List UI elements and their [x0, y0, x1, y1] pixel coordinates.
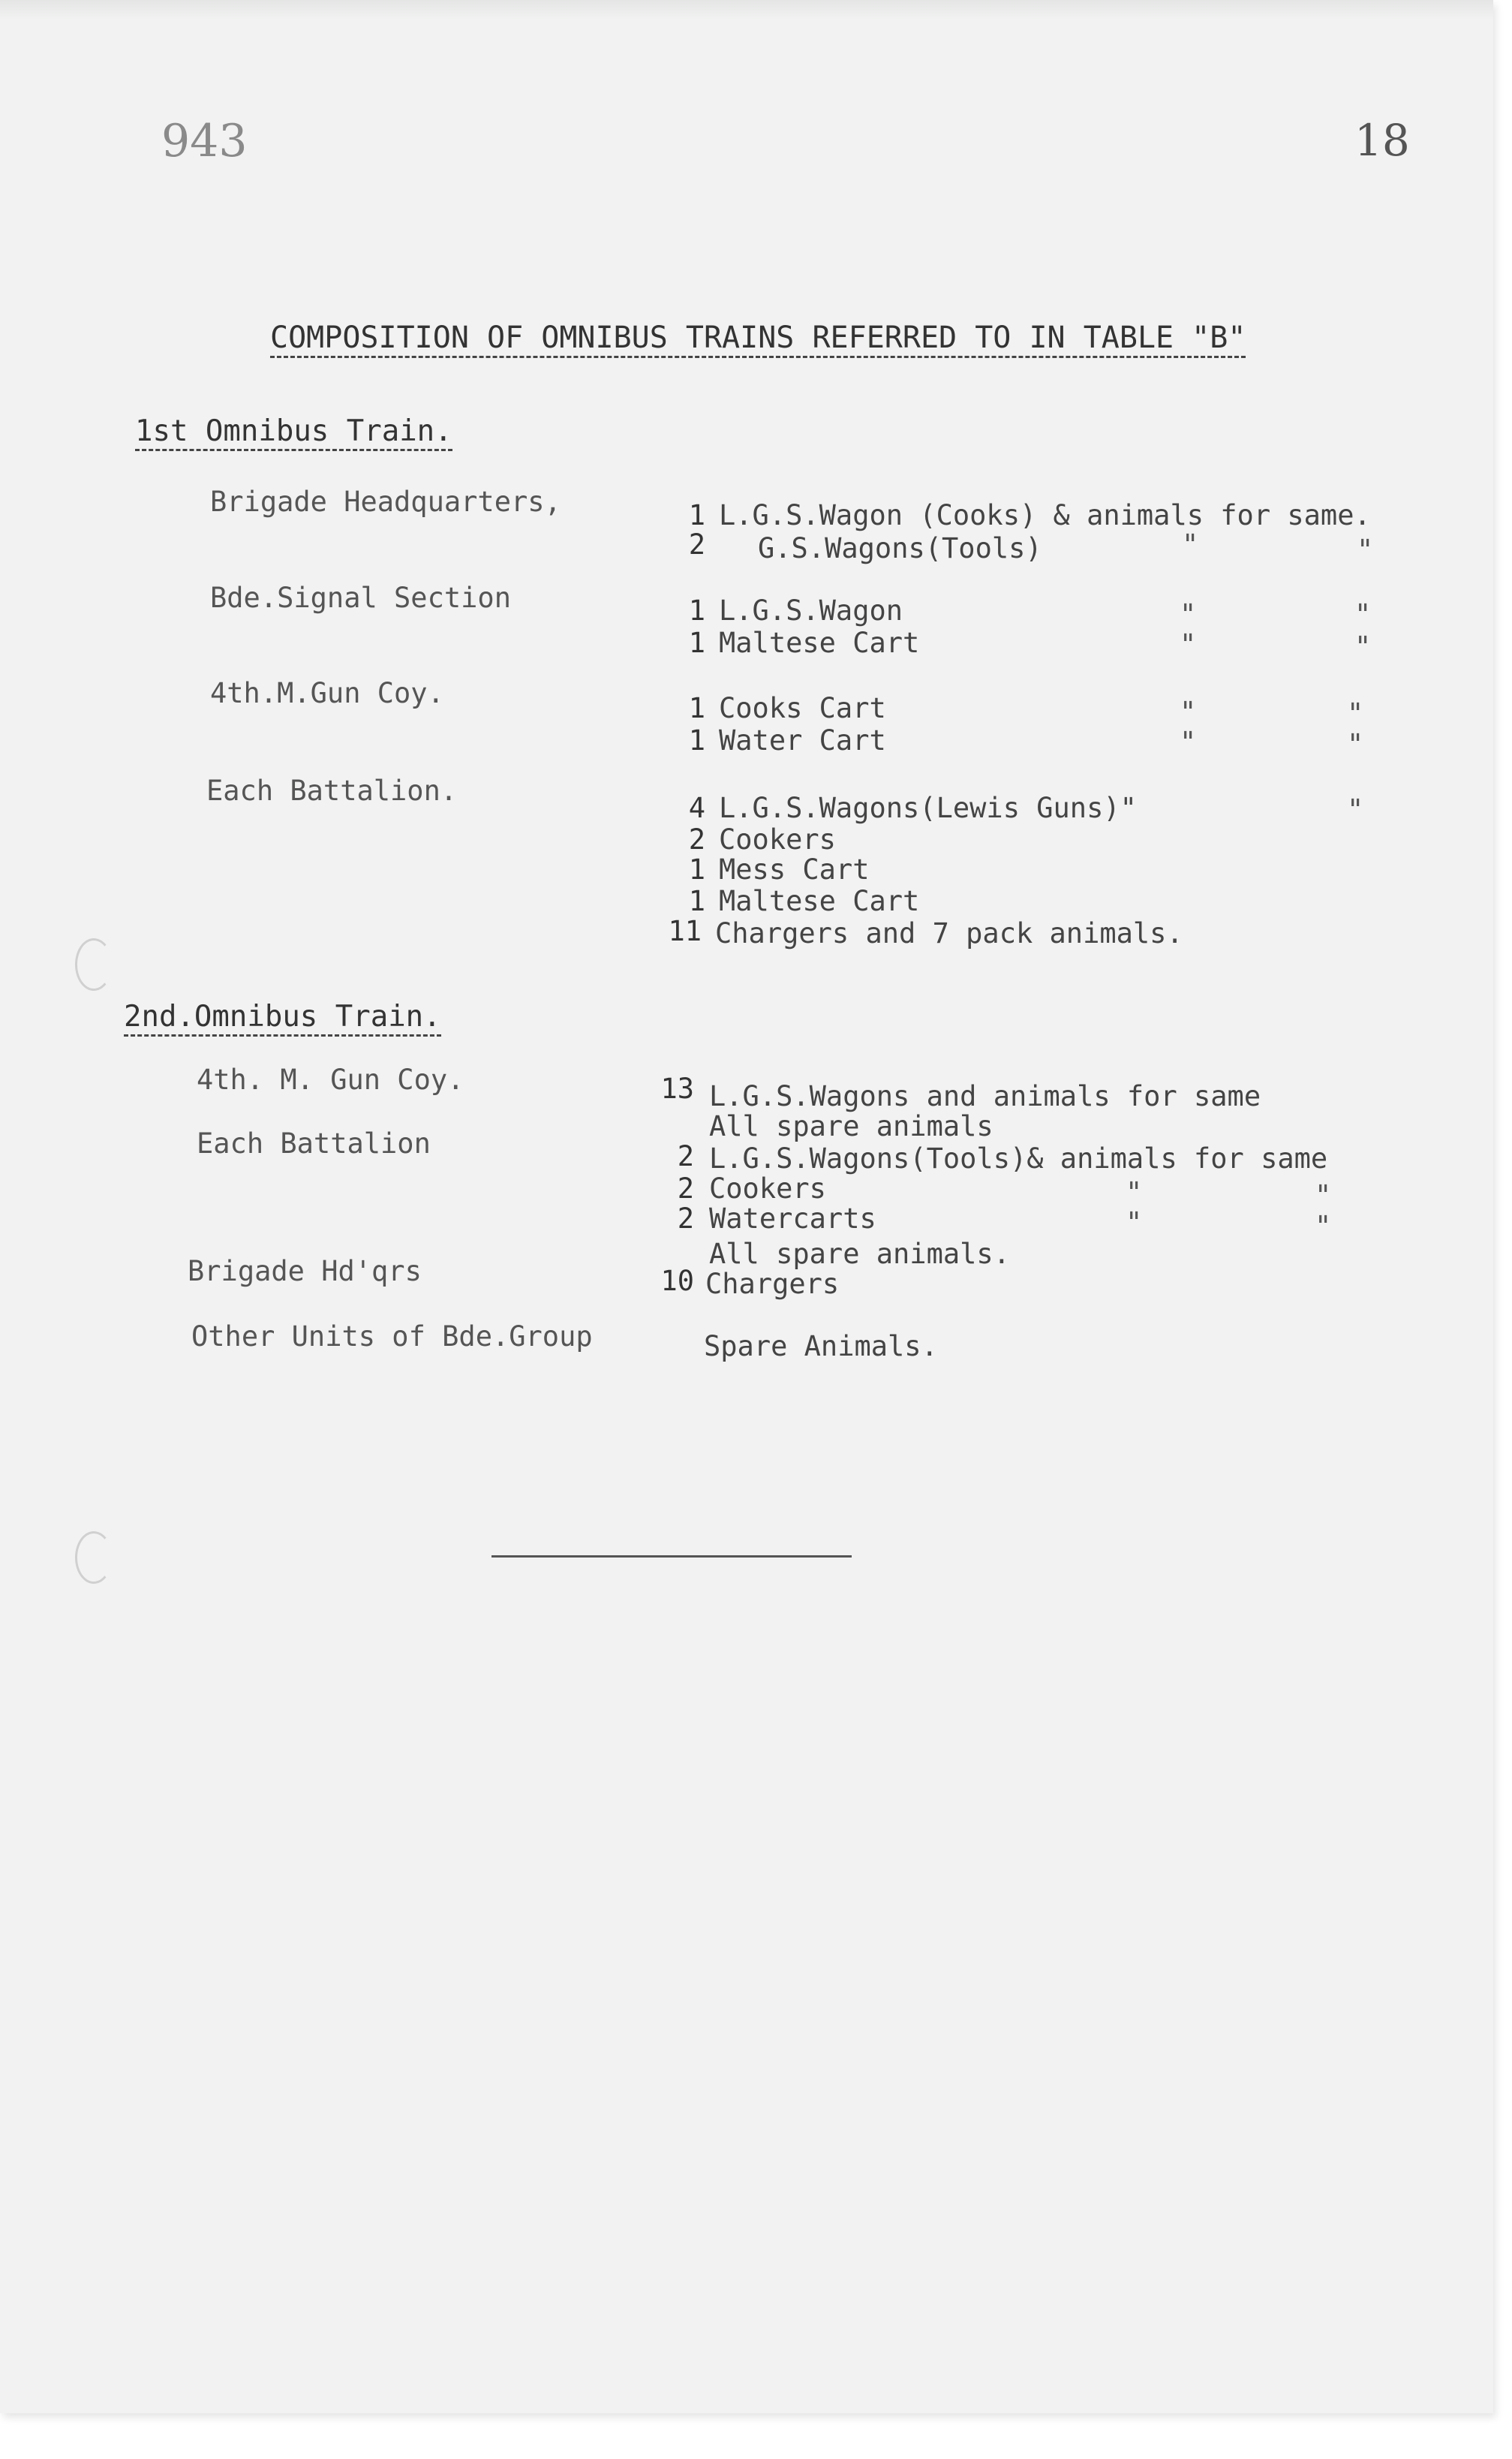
train2-heading: 2nd.Omnibus Train. [124, 1002, 441, 1037]
closing-rule [491, 1555, 852, 1558]
quantity: 1 [688, 853, 705, 886]
item-text: Chargers and 7 pack animals. [715, 917, 1183, 950]
ditto-mark: " [1357, 534, 1374, 566]
item-text: Spare Animals. [704, 1330, 938, 1362]
quantity: 2 [688, 528, 705, 561]
punch-hole [75, 938, 113, 991]
quantity: 1 [688, 724, 705, 757]
item-text: L.G.S.Wagon [719, 594, 903, 627]
item-text: L.G.S.Wagons and animals for same [709, 1080, 1261, 1112]
train1-heading: 1st Omnibus Train. [135, 417, 452, 451]
unit-label: 4th.M.Gun Coy. [210, 677, 444, 709]
quantity: 2 [688, 823, 705, 856]
ditto-mark: " [1354, 598, 1372, 631]
ditto-mark: " [1180, 726, 1197, 758]
quantity: 2 [677, 1172, 694, 1205]
item-text: Maltese Cart [719, 627, 920, 659]
ditto-mark: " [1180, 628, 1197, 661]
item-text: Water Cart [719, 724, 886, 757]
quantity: 1 [688, 499, 705, 531]
unit-label: Each Battalion. [206, 775, 458, 807]
item-text: All spare animals. [709, 1238, 1010, 1270]
item-text: L.G.S.Wagons(Tools)& animals for same [709, 1142, 1328, 1175]
ditto-mark: " [1347, 728, 1364, 760]
reference-number: 943 [161, 115, 248, 167]
item-text: Cookers [709, 1172, 826, 1205]
item-text: Mess Cart [719, 853, 870, 886]
ditto-mark: " [1315, 1210, 1332, 1242]
unit-label: Other Units of Bde.Group [191, 1320, 593, 1353]
item-text: G.S.Wagons(Tools) [758, 532, 1042, 564]
unit-label: Bde.Signal Section [210, 582, 511, 614]
item-text: Chargers [705, 1268, 840, 1300]
page-number: 18 [1354, 115, 1410, 166]
document-title: COMPOSITION OF OMNIBUS TRAINS REFERRED TO IN TABLE "B" [270, 323, 1246, 358]
ditto-mark: " [1347, 697, 1364, 730]
unit-label: 4th. M. Gun Coy. [197, 1064, 464, 1096]
item-text: L.G.S.Wagons(Lewis Guns)" [719, 792, 1137, 824]
ditto-mark: " [1180, 598, 1197, 631]
quantity: 2 [677, 1202, 694, 1235]
quantity: 10 [660, 1265, 694, 1297]
item-text: L.G.S.Wagon (Cooks) & animals for same. [719, 499, 1371, 531]
item-text: Maltese Cart [719, 885, 920, 917]
ditto-mark: " [1354, 631, 1372, 663]
ditto-mark: " [1126, 1206, 1143, 1239]
unit-label: Brigade Hd'qrs [188, 1255, 422, 1287]
punch-hole [75, 1531, 113, 1584]
quantity: 11 [668, 915, 702, 947]
unit-label: Each Battalion [197, 1127, 431, 1160]
item-text: Watercarts [709, 1202, 876, 1235]
ditto-mark: " [1182, 528, 1199, 561]
ditto-mark: " [1347, 793, 1364, 826]
ditto-mark: " [1315, 1179, 1332, 1211]
quantity: 4 [688, 792, 705, 824]
unit-label: Brigade Headquarters, [210, 486, 561, 518]
quantity: 1 [688, 594, 705, 627]
quantity: 1 [688, 885, 705, 917]
item-text: Cookers [719, 823, 836, 856]
ditto-mark: " [1180, 696, 1197, 728]
quantity: 1 [688, 692, 705, 724]
quantity: 2 [677, 1140, 694, 1172]
ditto-mark: " [1126, 1176, 1143, 1208]
item-text: All spare animals [709, 1110, 993, 1142]
quantity: 13 [660, 1073, 694, 1105]
item-text: Cooks Cart [719, 692, 886, 724]
quantity: 1 [688, 627, 705, 659]
